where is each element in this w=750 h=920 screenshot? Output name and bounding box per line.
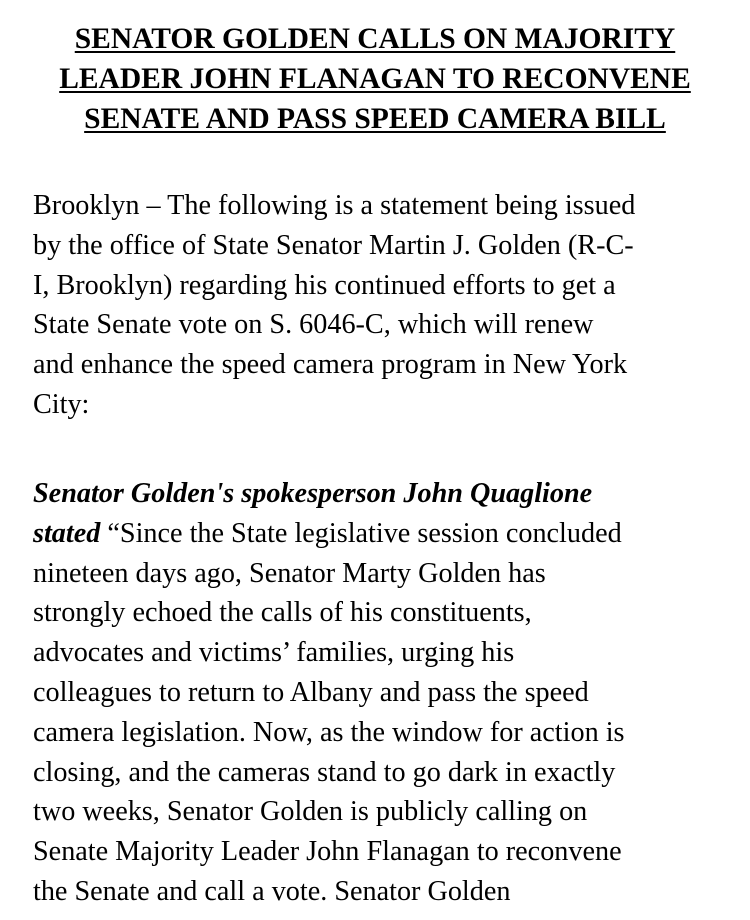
paragraph-line	[33, 514, 625, 554]
paragraph-line: State Senate vote on S. 6046-C, which will renew	[33, 309, 594, 341]
paragraph-line: and enhance the speed camera program in New York	[33, 349, 628, 381]
quote-start: “Since the State legislative session concluded	[100, 517, 622, 549]
paragraph-line: Brooklyn – The following is a statement being issued	[33, 190, 636, 221]
headline-line: SENATE AND PASS SPEED CAMERA BILL	[84, 103, 666, 135]
paragraph-line: two weeks, Senator Golden is publicly calling on	[33, 796, 588, 828]
paragraph-line: I, Brooklyn) regarding his continued efforts to get a	[33, 269, 616, 301]
paragraph-line: Senate Majority Leader John Flanagan to reconvene	[33, 836, 622, 868]
stated-label: stated	[33, 517, 101, 549]
spokesperson-attribution: Senator Golden's spokesperson John Quaglione	[33, 478, 593, 509]
paragraph-line: City:	[33, 388, 90, 420]
paragraph-line: camera legislation. Now, as the window for action is	[33, 716, 625, 748]
paragraph-line: colleagues to return to Albany and pass the speed	[33, 676, 589, 708]
intro-paragraph	[33, 186, 635, 425]
headline-line: SENATOR GOLDEN CALLS ON MAJORITY	[74, 23, 676, 55]
paragraph-line: advocates and victims’ families, urging his	[33, 637, 515, 669]
paragraph-line: strongly echoed the calls of his constituents,	[33, 597, 532, 629]
paragraph-line: closing, and the cameras stand to go dark in exactly	[33, 756, 616, 788]
paragraph-line: nineteen days ago, Senator Marty Golden has	[33, 557, 546, 589]
press-release-headline	[22, 19, 728, 139]
statement-paragraph	[33, 474, 625, 912]
headline-line: LEADER JOHN FLANAGAN TO RECONVENE	[59, 63, 691, 95]
paragraph-line: the Senate and call a vote. Senator Golden	[33, 875, 511, 907]
paragraph-line: by the office of State Senator Martin J. Golden (R-C-	[33, 229, 634, 261]
